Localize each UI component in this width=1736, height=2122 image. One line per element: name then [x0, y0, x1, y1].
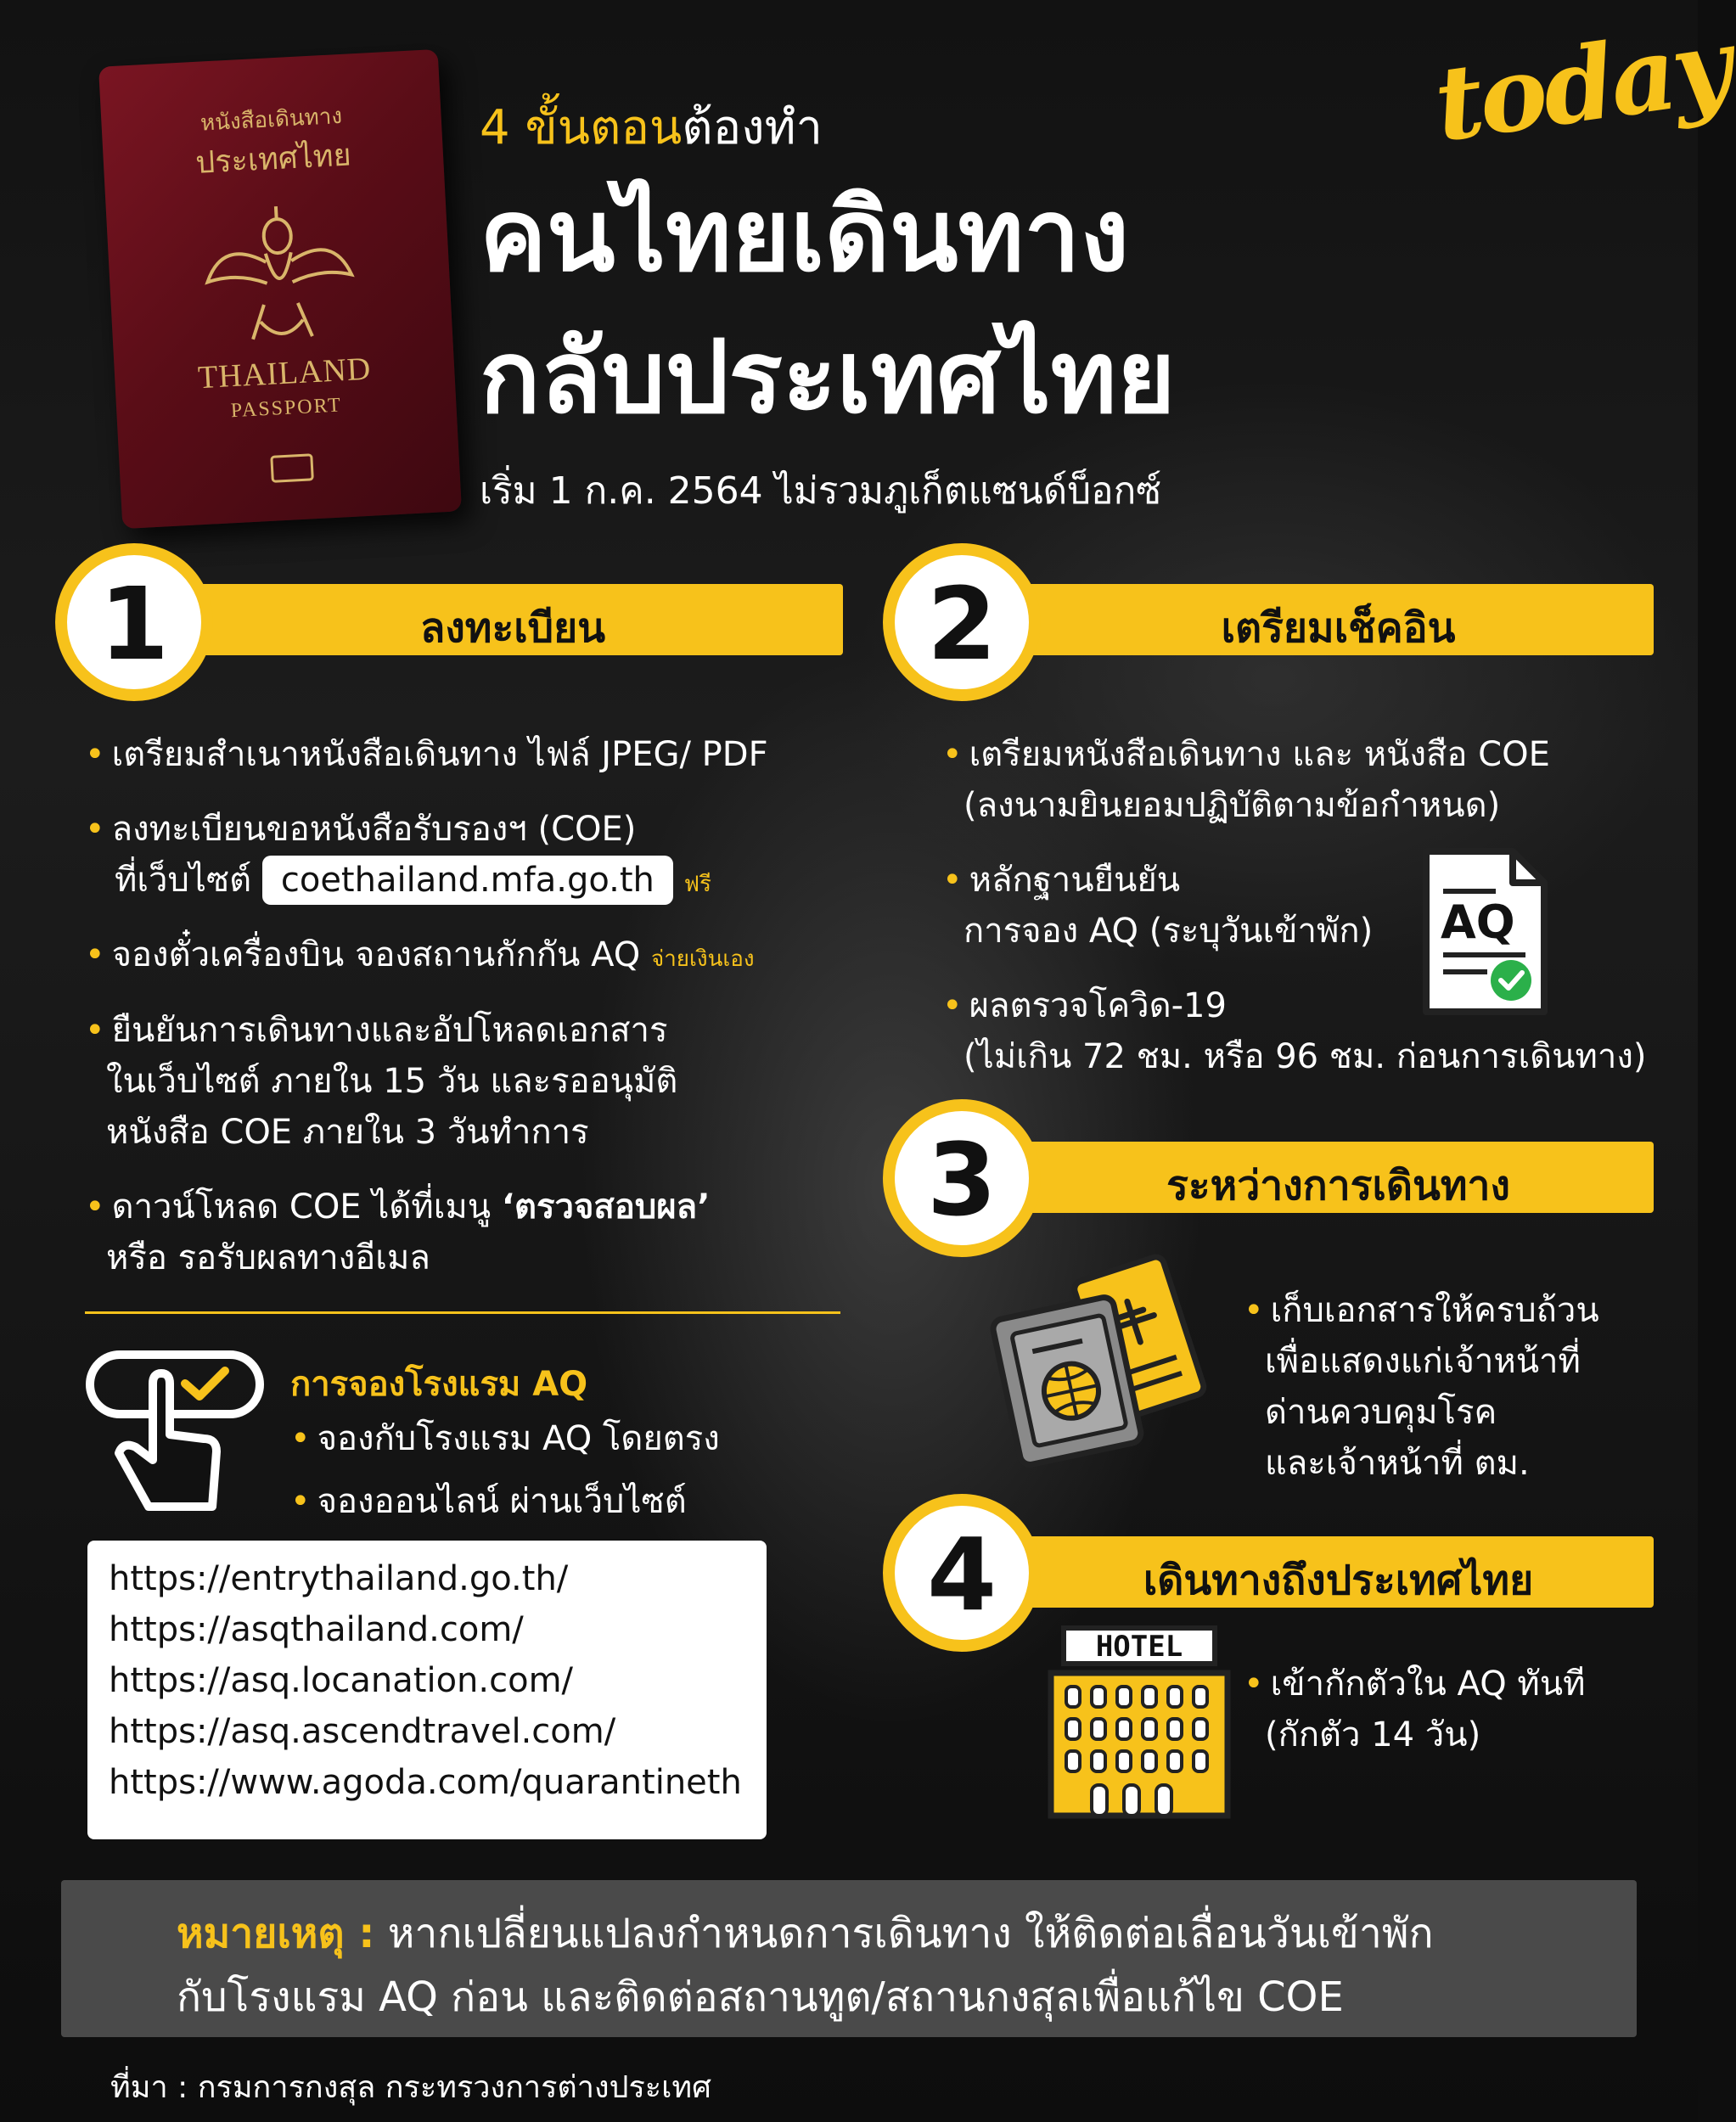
url-link-entrythailand[interactable]: https://entrythailand.go.th/	[109, 1559, 569, 1598]
aq-booking-bullet1-text: จองกับโรงแรม AQ โดยตรง	[317, 1419, 720, 1458]
step3-bullet1-line3: ด่านควบคุมโรค	[1265, 1393, 1497, 1432]
step1-title: ลงทะเบียน	[419, 604, 606, 652]
check-result-menu: ‘ตรวจสอบผล’	[501, 1187, 711, 1227]
tap-booking-icon	[85, 1350, 267, 1515]
step1-bullet1: • เตรียมสำเนาหนังสือเดินทาง ไฟล์ JPEG/ PDF	[85, 735, 768, 774]
step1-bullet3: • จองตั๋วเครื่องบิน จองสถานกักกัน AQ จ่ายเงินเอง	[85, 935, 755, 974]
step1-bullet1-text: เตรียมสำเนาหนังสือเดินทาง ไฟล์ JPEG/ PDF	[111, 735, 768, 774]
step3-bullet1-line4: และเจ้าหน้าที่ ตม.	[1265, 1444, 1530, 1483]
aq-document-label: AQ	[1441, 895, 1515, 949]
aq-booking-bullet2: • จองออนไลน์ ผ่านเว็บไซต์	[290, 1482, 687, 1521]
aq-document-icon	[1419, 845, 1551, 1019]
step4-title: เดินทางถึงประเทศไทย	[1143, 1557, 1534, 1604]
step3-bullet1-line1: เก็บเอกสารให้ครบถ้วน	[1270, 1291, 1599, 1330]
step2-bullet1-line2: (ลงนามยินยอมปฏิบัติตามข้อกำหนด)	[964, 786, 1501, 825]
self-pay-label: จ่ายเงินเอง	[650, 946, 755, 972]
step1-number: 1	[98, 565, 170, 682]
step2-bullet2-line2: การจอง AQ (ระบุวันเข้าพัก)	[964, 912, 1374, 951]
page-title-line2: กลับประเทศไทย	[480, 318, 1176, 435]
step2-bullet1: • เตรียมหนังสือเดินทาง และ หนังสือ COE	[942, 735, 1550, 774]
note-line1	[177, 1901, 1434, 1966]
travel-documents-icon	[997, 1239, 1201, 1460]
step2-bullet2-line1: หลักฐานยืนยัน	[969, 861, 1181, 900]
url-link-asqthailand[interactable]: https://asqthailand.com/	[109, 1610, 524, 1649]
step2-header-bar	[1023, 584, 1654, 655]
aq-booking-bullet2-text: จองออนไลน์ ผ่านเว็บไซต์	[317, 1482, 687, 1521]
step4-number-badge	[883, 1494, 1041, 1652]
step3-bullet1-line2: เพื่อแสดงแก่เจ้าหน้าที่	[1265, 1342, 1581, 1381]
step2-bullet2: • หลักฐานยืนยัน	[942, 861, 1181, 900]
step4-bullet1: • เข้ากักตัวใน AQ ทันที	[1244, 1664, 1586, 1704]
step1-bullet4-line2: ในเว็บไซต์ ภายใน 15 วัน และรออนุมัติ	[106, 1062, 678, 1101]
passport-image	[98, 49, 462, 529]
hotel-sign: HOTEL	[1061, 1625, 1217, 1666]
step1-bullet5-prefix: ดาวน์โหลด COE ได้ที่เมนู	[111, 1187, 502, 1227]
step3-title: ระหว่างการเดินทาง	[1166, 1162, 1510, 1210]
passport-thai-line1: หนังสือเดินทาง	[199, 103, 343, 137]
source-credit: ที่มา : กรมการกงสุล กระทรวงการต่างประเทศ	[110, 2070, 712, 2105]
url-link-locanation[interactable]: https://asq.locanation.com/	[109, 1661, 574, 1700]
step3-header-bar	[1023, 1142, 1654, 1213]
step4-bullet1-line1: เข้ากักตัวใน AQ ทันที	[1270, 1664, 1586, 1704]
section-divider	[85, 1311, 840, 1314]
step1-bullet4-line1: ยืนยันการเดินทางและอัปโหลดเอกสาร	[111, 1011, 668, 1050]
step1-bullet5: • ดาวน์โหลด COE ได้ที่เมนู ‘ตรวจสอบผล’	[85, 1187, 711, 1227]
step1-bullet2-line1: ลงทะเบียนขอหนังสือรับรองฯ (COE)	[111, 810, 637, 849]
step4-number: 4	[926, 1516, 997, 1633]
step4-bullet1-line2: (กักตัว 14 วัน)	[1265, 1715, 1481, 1754]
step2-bullet3: • ผลตรวจโควิด-19	[942, 986, 1227, 1025]
url-link-ascendtravel[interactable]: https://asq.ascendtravel.com/	[109, 1712, 616, 1751]
booking-url-list	[87, 1541, 767, 1839]
date-line: เริ่ม 1 ก.ค. 2564 ไม่รวมภูเก็ตแซนด์บ็อกซ์	[480, 469, 1162, 513]
url-link-agoda[interactable]: https://www.agoda.com/quarantineth	[109, 1763, 742, 1802]
step2-bullet1-line1: เตรียมหนังสือเดินทาง และ หนังสือ COE	[969, 735, 1550, 774]
passport-chip-icon	[270, 453, 314, 483]
step1-bullet3-text: จองตั๋วเครื่องบิน จองสถานกักกัน AQ	[111, 935, 641, 974]
step2-number-badge	[883, 543, 1041, 701]
step1-website-prefix: ที่เว็บไซต์	[115, 861, 252, 900]
step1-number-badge	[55, 543, 213, 701]
hotel-icon	[1046, 1625, 1233, 1821]
coe-website-link[interactable]: coethailand.mfa.go.th	[262, 856, 673, 905]
note-line1-text: หากเปลี่ยนแปลงกำหนดการเดินทาง ให้ติดต่อเลื่อนวันเข้าพัก	[374, 1910, 1434, 1957]
page-title-line1: คนไทยเดินทาง	[480, 177, 1130, 294]
aq-booking-bullet1: • จองกับโรงแรม AQ โดยตรง	[290, 1419, 720, 1458]
garuda-emblem-icon	[195, 198, 364, 351]
step2-bullet3-line1: ผลตรวจโควิด-19	[969, 986, 1227, 1025]
step3-number-badge	[883, 1099, 1041, 1257]
subtitle-number: 4	[480, 100, 525, 155]
note-line2: กับโรงแรม AQ ก่อน และติดต่อสถานทูต/สถานกงสุลเพื่อแก้ไข COE	[177, 1973, 1344, 2021]
step1-bullet5-line2: หรือ รอรับผลทางอีเมล	[106, 1238, 430, 1277]
today-logo: today	[1427, 5, 1736, 166]
aq-booking-title: การจองโรงแรม AQ	[290, 1365, 588, 1404]
step1-bullet2-line2	[115, 856, 711, 909]
passport-english-line1: THAILAND	[197, 351, 373, 396]
step4-header-bar	[1023, 1536, 1654, 1608]
step3-bullet1: • เก็บเอกสารให้ครบถ้วน	[1244, 1291, 1599, 1330]
note-label: หมายเหตุ :	[177, 1910, 375, 1957]
step1-bullet4-line3: หนังสือ COE ภายใน 3 วันทำการ	[106, 1113, 589, 1152]
subtitle	[480, 89, 823, 165]
step1-bullet2: • ลงทะเบียนขอหนังสือรับรองฯ (COE)	[85, 810, 637, 849]
step2-bullet3-line2: (ไม่เกิน 72 ชม. หรือ 96 ชม. ก่อนการเดินทาง)	[964, 1037, 1647, 1076]
step1-bullet4: • ยืนยันการเดินทางและอัปโหลดเอกสาร	[85, 1011, 668, 1050]
free-label: ฟรี	[683, 872, 711, 897]
subtitle-rest: ต้องทำ	[682, 100, 823, 155]
subtitle-highlight: ขั้นตอน	[525, 100, 683, 155]
step2-title: เตรียมเช็คอิน	[1221, 604, 1456, 652]
step3-number: 3	[926, 1121, 997, 1238]
step1-header-bar	[183, 584, 843, 655]
passport-thai-line2: ประเทศไทย	[194, 138, 352, 181]
passport-english-line2: PASSPORT	[230, 394, 343, 423]
step2-number: 2	[926, 565, 997, 682]
